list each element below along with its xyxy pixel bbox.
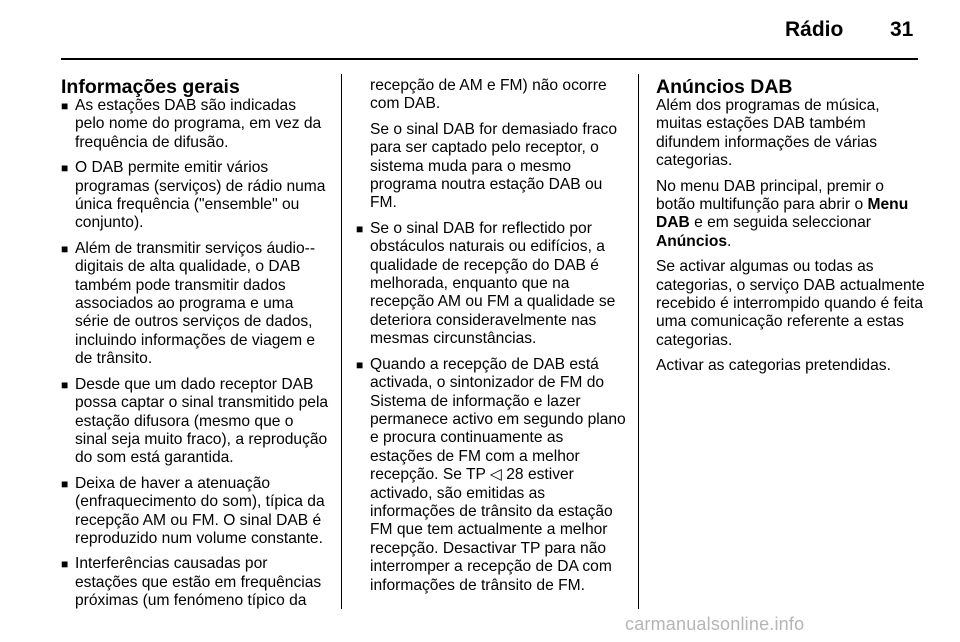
bullet-item	[356, 356, 628, 595]
text-span: .	[727, 232, 732, 250]
bullet-text: Se o sinal DAB for reflectido por obstáculos naturais ou edifícios, a qualidade de recepção do DAB é melhorada, enquanto que na recepção AM ou FM a qualidade se deteriora consideravelmente nas mesmas circunstâncias.	[370, 219, 616, 348]
bullet-icon: ■	[61, 99, 69, 113]
bullet-item	[61, 555, 329, 610]
section-heading-general: Informações gerais	[61, 76, 240, 98]
watermark: carmanualsonline.info	[625, 614, 805, 634]
column-2	[356, 77, 628, 602]
bullet-item	[61, 159, 329, 233]
column-3	[656, 77, 926, 383]
page-section-title: Rádio	[785, 18, 844, 41]
bullet-item	[61, 97, 329, 152]
header-divider	[61, 58, 918, 60]
bullet-icon: ■	[61, 557, 69, 572]
bullet-text: As estações DAB são indicadas pelo nome do programa, em vez da frequência de difusão.	[75, 97, 322, 151]
bullet-text: Interferências causadas por estações que estão em frequências próximas (um fenómeno típico da	[75, 555, 322, 610]
paragraph-activate: Activar as categorias pretendidas.	[656, 357, 891, 375]
bullet-text-before: Quando a recepção de DAB está activada, o sintonizador de FM do Sistema de informação e lazer permanece activo em segundo plano e procura continuamente as estações de FM com a melhor recepção. Se TP	[370, 355, 626, 484]
paragraph-weak-signal: Se o sinal DAB for demasiado fraco para ser captado pelo receptor, o sistema muda para o mesmo programa noutra estação DAB ou FM.	[370, 120, 618, 212]
anuncios-label: Anúncios	[656, 232, 728, 250]
bullet-item	[61, 376, 329, 468]
bullet-icon: ■	[61, 161, 69, 176]
bullet-icon: ■	[61, 377, 69, 392]
page-reference-link[interactable]	[490, 466, 524, 483]
bullet-text: Além de transmitir serviços áudio--digitais de alta qualidade, o DAB também pode transmitir dados associados ao programa e uma série de outros serviços de dados, incluindo informações de viagem e de trânsito.	[75, 239, 316, 368]
bullet-icon: ■	[61, 476, 69, 491]
menu-dab-label: Menu DAB	[656, 196, 909, 232]
bullet-text-after: estiver activado, são emitidas as informações de trânsito da estação FM que tem actualmente a melhor recepção. Desactivar TP para não interromper a recepção de DA com informações de trânsito de FM.	[370, 466, 613, 594]
bullet-icon: ■	[356, 221, 364, 236]
bullet-text: Deixa de haver a atenuação (enfraquecimento do som), típica da recepção AM ou FM. O sinal DAB é reproduzido num volume constante.	[75, 474, 325, 547]
continued-text: recepção de AM e FM) não ocorre com DAB.	[370, 77, 607, 113]
bullet-item	[61, 240, 329, 369]
bullet-text: Desde que um dado receptor DAB possa captar o sinal transmitido pela estação difusora (mesmo que o sinal seja muito fraco), a reprodução do som está garantida.	[75, 375, 329, 467]
bullet-item	[356, 220, 628, 349]
bullet-icon: ■	[61, 241, 69, 256]
column-divider-1	[341, 74, 342, 609]
text-span: No menu DAB principal, premir o botão multifunção para abrir o	[656, 177, 884, 214]
paragraph-categories: Se activar algumas ou todas as categorias, o serviço DAB actualmente recebido é interrompido quando é feita uma comunicação referente a estas categorias.	[656, 258, 925, 349]
text-span: e em seguida seleccionar	[689, 214, 871, 232]
section-heading-dab-announcements: Anúncios DAB	[656, 76, 793, 98]
reference-arrow-icon: ◁	[489, 466, 502, 484]
column-1	[61, 77, 329, 618]
bullet-text: O DAB permite emitir vários programas (serviços) de rádio numa única frequência ("ensemble" ou conjunto).	[75, 159, 326, 232]
bullet-item	[61, 475, 329, 549]
bullet-icon: ■	[356, 357, 364, 372]
reference-page: 28	[501, 466, 524, 484]
page-number: 31	[890, 18, 914, 41]
paragraph-menu-instructions	[656, 178, 926, 252]
column-divider-2	[638, 74, 639, 609]
paragraph-intro: Além dos programas de música, muitas estações DAB também difundem informações de várias categorias.	[656, 97, 880, 170]
